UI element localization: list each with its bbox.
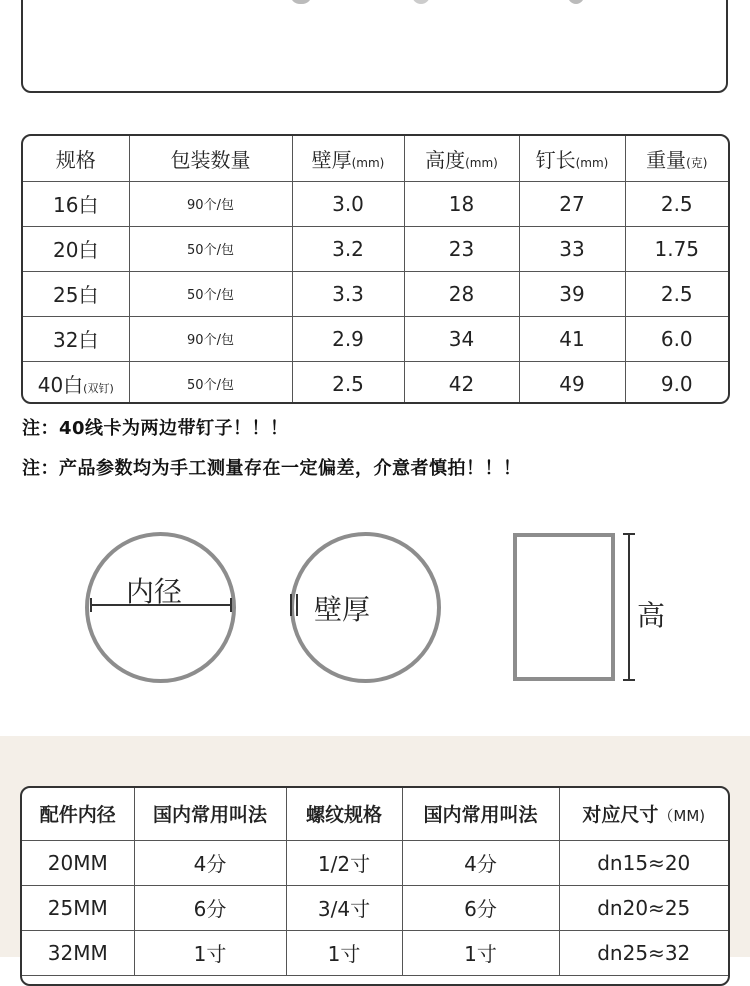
wall-cell: 3.3 [292,271,404,316]
wall-thickness-label: 壁厚 [314,593,371,626]
wall-cell: 3.0 [292,181,404,226]
height-cell: 42 [404,361,519,404]
header-cell: 高度(mm) [404,136,519,181]
pack-cell: 50个/包 [129,226,292,271]
header-cell: 钉长(mm) [519,136,625,181]
cell: dn15≈20 [559,840,728,885]
wall-cell: 3.2 [292,226,404,271]
spec-cell: 40白(双钉) [23,361,129,404]
header-cell: 国内常用叫法 [134,788,286,840]
cell: 4分 [134,840,286,885]
height-cell: 18 [404,181,519,226]
cell: 6分 [134,885,286,930]
spec-table-header [23,136,728,181]
pack-cell: 90个/包 [129,181,292,226]
table-row [23,316,728,361]
height-cap [623,533,635,535]
height-cell: 23 [404,226,519,271]
table-row [23,181,728,226]
inner-diameter-label: 内径 [126,575,183,608]
wall-cell: 2.9 [292,316,404,361]
top-image-frame [21,0,728,93]
table-row [23,361,728,404]
nail-cell: 49 [519,361,625,404]
header-cell: 国内常用叫法 [402,788,559,840]
weight-cell: 2.5 [625,271,728,316]
table-row [22,885,728,930]
header-cell: 规格 [23,136,129,181]
header-cell: 包装数量 [129,136,292,181]
weight-cell: 1.75 [625,226,728,271]
diameter-tick [90,598,92,612]
cell: 3/4寸 [286,885,402,930]
wall-cell: 2.5 [292,361,404,404]
height-cell: 34 [404,316,519,361]
height-cap [623,679,635,681]
fitting-table-header [22,788,728,840]
cell: 4分 [402,840,559,885]
height-label: 高 [637,599,666,632]
weight-cell: 2.5 [625,181,728,226]
fitting-table [20,786,730,986]
header-cell: 配件内径 [22,788,134,840]
pack-cell: 50个/包 [129,361,292,404]
pack-cell: 90个/包 [129,316,292,361]
nail-cell: 33 [519,226,625,271]
header-cell: 对应尺寸（MM) [559,788,728,840]
spec-cell: 16白 [23,181,129,226]
nail-cell: 41 [519,316,625,361]
wall-tick [296,594,298,616]
weight-cell: 9.0 [660,371,693,396]
nail-cell: 27 [519,181,625,226]
table-row [23,226,728,271]
cell: 20MM [22,840,134,885]
note-nails: 注：40线卡为两边带钉子！！！ [22,418,289,439]
cell: dn20≈25 [559,885,728,930]
header-cell: 壁厚(mm) [292,136,404,181]
note-measurement: 注：产品参数均为手工测量存在一定偏差，介意者慎拍！！！ [22,458,522,479]
height-cell: 28 [404,271,519,316]
spec-cell: 20白 [23,226,129,271]
cell: 1/2寸 [286,840,402,885]
table-row [23,271,728,316]
header-cell: 螺纹规格 [286,788,402,840]
table-row [22,840,728,885]
cell: dn25≈32 [559,930,728,975]
spec-cell: 25白 [23,271,129,316]
spec-cell: 32白 [23,316,129,361]
height-line [628,533,630,681]
cell: 32MM [22,930,134,975]
spec-table [21,134,730,404]
cell: 1寸 [402,930,559,975]
cell: 1寸 [286,930,402,975]
pack-cell: 50个/包 [129,271,292,316]
cell: 6分 [402,885,559,930]
nail-cell: 39 [519,271,625,316]
wall-tick [290,594,292,616]
table-row [22,930,728,975]
header-cell: 重量(克) [625,136,728,181]
diameter-tick [230,598,232,612]
cell: 1寸 [134,930,286,975]
weight-cell: 6.0 [625,316,728,361]
cell: 25MM [22,885,134,930]
height-rectangle [513,533,615,681]
